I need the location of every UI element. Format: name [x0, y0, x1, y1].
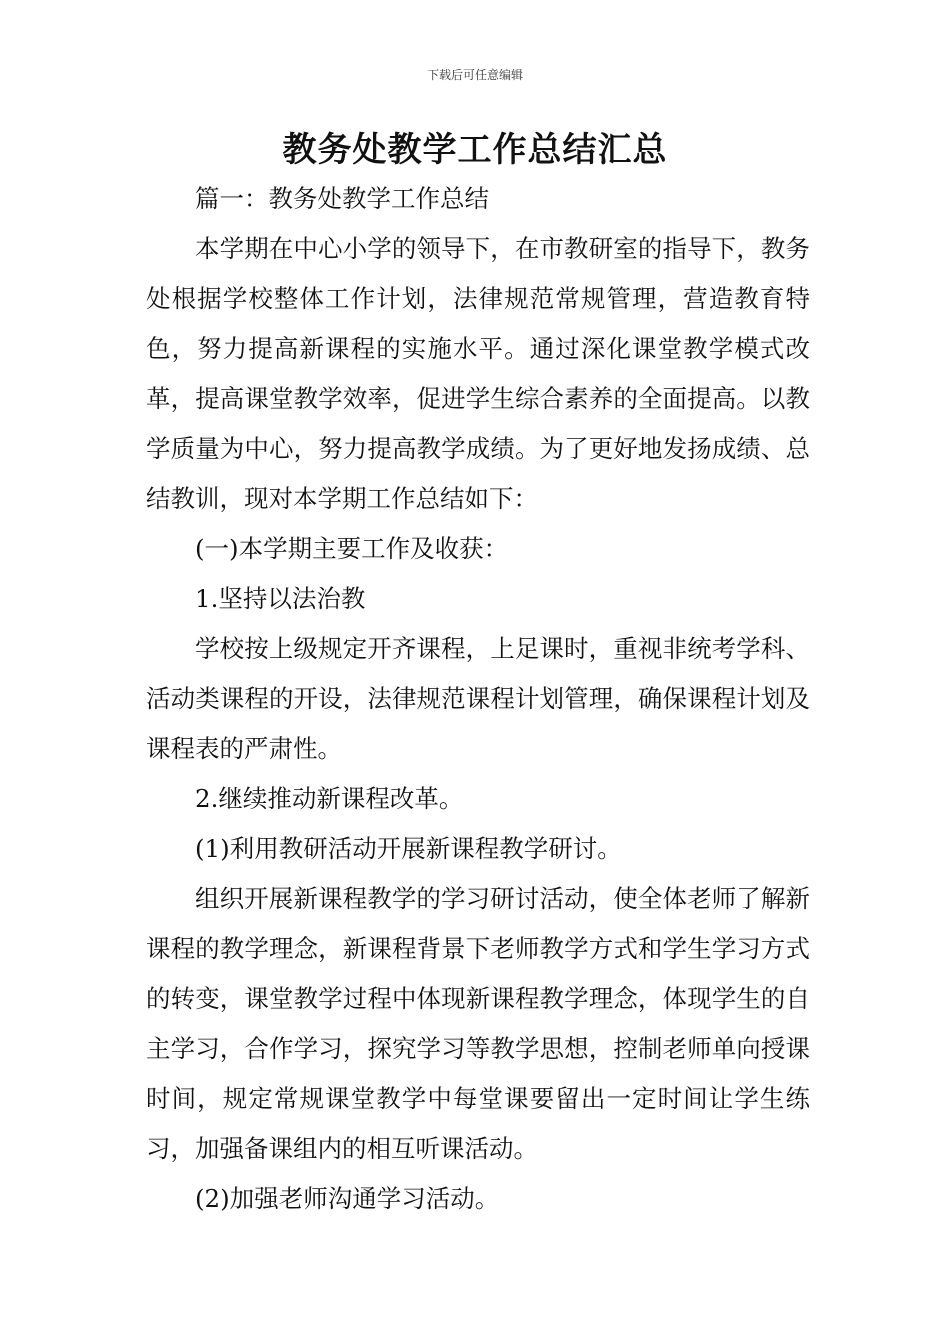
document-title: 教务处教学工作总结汇总: [282, 130, 668, 170]
document-body: [146, 174, 810, 1224]
body-paragraph: 本学期在中心小学的领导下，在市教研室的指导下，教务处根据学校整体工作计划，法律规范常规管理，营造教育特色，努力提高新课程的实施水平。通过深化课堂教学模式改革，提高课堂教学效率，促进学生综合素养的全面提高。以教学质量为中心，努力提高教学成绩。为了更好地发扬成绩、总结教训，现对本学期工作总结如下：: [146, 234, 810, 513]
body-paragraph: 学校按上级规定开齐课程，上足课时，重视非统考学科、活动类课程的开设，法律规范课程计划管理，确保课程计划及课程表的严肃性。: [146, 634, 810, 763]
subsection-heading: (一)本学期主要工作及收获：: [195, 534, 509, 563]
page-header-note: 下载后可任意编辑: [426, 68, 523, 82]
list-item-heading: 2.继续推动新课程改革。: [195, 784, 464, 813]
sub-item-heading: (2)加强老师沟通学习活动。: [195, 1184, 500, 1213]
body-paragraph: 组织开展新课程教学的学习研讨活动，使全体老师了解新课程的教学理念，新课程背景下老师教学方式和学生学习方式的转变，课堂教学过程中体现新课程教学理念，体现学生的自主学习，合作学习，探究学习等教学思想，控制老师单向授课时间，规定常规课堂教学中每堂课要留出一定时间让学生练习，加强备课组内的相互听课活动。: [146, 884, 810, 1163]
list-item-heading: 1.坚持以法治教: [195, 584, 366, 613]
section-heading: 篇一：教务处教学工作总结: [195, 184, 489, 213]
sub-item-heading: (1)利用教研活动开展新课程教学研讨。: [195, 834, 622, 863]
